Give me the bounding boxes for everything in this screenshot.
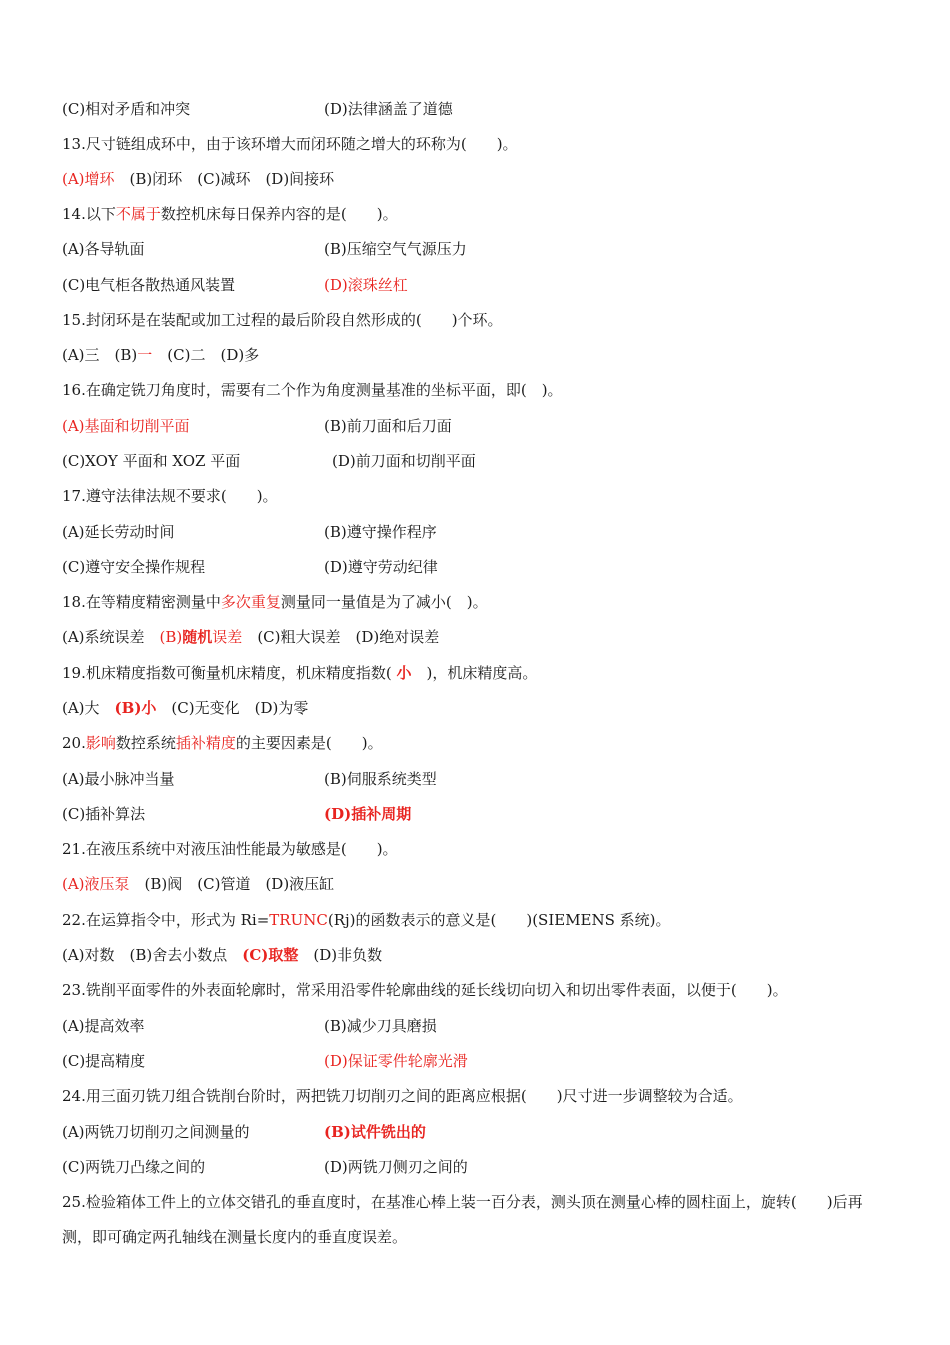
q19-option-b: (B)小 xyxy=(114,699,157,717)
q14-option-d: (D)滚珠丝杠 xyxy=(324,276,408,294)
q23-option-a: (A)提高效率 xyxy=(62,1017,145,1035)
q14-option-b: (B)压缩空气气源压力 xyxy=(324,240,467,258)
q20-option-b: (B)伺服系统类型 xyxy=(324,770,437,788)
q16-stem: 16.在确定铣刀角度时，需要有二个作为角度测量基准的坐标平面，即( )。 xyxy=(62,381,563,399)
q16-option-d: (D)前刀面和切削平面 xyxy=(332,452,476,470)
q22-option-c: (C)取整 xyxy=(242,946,299,964)
q22-stem xyxy=(62,909,671,931)
q23-option-b: (B)减少刀具磨损 xyxy=(324,1017,437,1035)
q23-option-c: (C)提高精度 xyxy=(62,1052,146,1070)
q20-stem-pre: 20. xyxy=(62,734,86,752)
q14-option-c: (C)电气柜各散热通风装置 xyxy=(62,276,236,294)
q19-stem-post: )，机床精度高。 xyxy=(411,664,538,682)
q18-options xyxy=(62,626,439,648)
q21-option-bcd: (B)阀 (C)管道 (D)液压缸 xyxy=(129,875,335,893)
q15-option-cd: (C)二 (D)多 xyxy=(152,346,260,364)
q24-stem: 24.用三面刃铣刀组合铣削台阶时，两把铣刀切削刃之间的距离应根据( )尺寸进一步调整较为合适。 xyxy=(62,1087,743,1105)
q23-stem: 23.铣削平面零件的外表面轮廓时，常采用沿零件轮廓曲线的延长线切向切入和切出零件表面，以便于( )。 xyxy=(62,981,788,999)
q22-stem-pre: 22.在运算指令中，形式为 Ri= xyxy=(62,911,270,929)
q18-stem-post: 测量同一量值是为了减小( )。 xyxy=(280,593,488,611)
q15-stem: 15.封闭环是在装配或加工过程的最后阶段自然形成的( )个环。 xyxy=(62,311,503,329)
q19-option-a: (A)大 xyxy=(62,699,115,717)
q19-stem-pre: 19.机床精度指数可衡量机床精度，机床精度指数( xyxy=(62,664,392,682)
q20-option-a: (A)最小脉冲当量 xyxy=(62,770,175,788)
q17-option-a: (A)延长劳动时间 xyxy=(62,523,175,541)
q15-option-a: (A)三 xyxy=(62,346,115,364)
q18-stem-pre: 18.在等精度精密测量中 xyxy=(62,593,221,611)
q22-options xyxy=(62,944,382,966)
q18-stem-highlight: 多次重复 xyxy=(220,593,281,611)
q23-option-d: (D)保证零件轮廓光滑 xyxy=(324,1052,468,1070)
q20-stem xyxy=(62,732,383,754)
q12-options-row-2 xyxy=(62,98,190,120)
q17-option-c: (C)遵守安全操作规程 xyxy=(62,558,206,576)
q20-option-c: (C)插补算法 xyxy=(62,805,146,823)
q13-stem: 13.尺寸链组成环中，由于该环增大而闭环随之增大的环称为( )。 xyxy=(62,135,518,153)
q20-option-d: (D)插补周期 xyxy=(324,805,412,823)
q15-option-b-answer: 一 xyxy=(137,346,153,364)
q20-stem-mid: 数控系统 xyxy=(115,734,176,752)
q21-stem: 21.在液压系统中对液压油性能最为敏感是( )。 xyxy=(62,840,398,858)
q14-stem-post: 数控机床每日保养内容的是( )。 xyxy=(160,205,398,223)
q18-option-b-prefix: (B) xyxy=(159,628,183,646)
q19-stem xyxy=(62,662,537,684)
q24-option-d: (D)两铣刀侧刃之间的 xyxy=(324,1158,468,1176)
q21-options xyxy=(62,873,334,895)
q22-stem-post: (Rj)的函数表示的意义是( )(SIEMENS 系统)。 xyxy=(327,911,671,929)
q16-option-b: (B)前刀面和后刀面 xyxy=(324,417,452,435)
q20-stem-highlight-2: 插补精度 xyxy=(175,734,236,752)
q19-option-cd: (C)无变化 (D)为零 xyxy=(156,699,309,717)
q13-option-a: (A)增环 xyxy=(62,170,115,188)
q12-option-d: (D)法律涵盖了道德 xyxy=(324,100,453,118)
q24-option-c: (C)两铣刀凸缘之间的 xyxy=(62,1158,206,1176)
q24-option-b: (B)试件铣出的 xyxy=(324,1123,426,1141)
q18-option-b-suffix: 误差 xyxy=(212,628,243,646)
q22-stem-highlight: TRUNC xyxy=(269,911,328,929)
q20-stem-post: 的主要因素是( )。 xyxy=(235,734,383,752)
q14-stem-pre: 14.以下 xyxy=(62,205,116,223)
q17-stem: 17.遵守法律法规不要求( )。 xyxy=(62,487,278,505)
q17-option-b: (B)遵守操作程序 xyxy=(324,523,437,541)
q15-options xyxy=(62,344,259,366)
q22-option-ab: (A)对数 (B)舍去小数点 xyxy=(62,946,243,964)
q21-option-a: (A)液压泵 xyxy=(62,875,130,893)
q19-options xyxy=(62,697,308,719)
q17-option-d: (D)遵守劳动纪律 xyxy=(324,558,438,576)
q25-stem: 25.检验箱体工件上的立体交错孔的垂直度时，在基准心棒上装一百分表，测头顶在测量心棒的圆柱面上，旋转( )后再测，即可确定两孔轴线在测量长度内的垂直度误差。 xyxy=(62,1193,863,1246)
q13-options xyxy=(62,168,334,190)
q14-option-a: (A)各导轨面 xyxy=(62,240,145,258)
q15-option-b-prefix: (B) xyxy=(114,346,138,364)
q18-option-cd: (C)粗大误差 (D)绝对误差 xyxy=(242,628,440,646)
q18-stem xyxy=(62,591,488,613)
q19-stem-answer: 小 xyxy=(396,664,412,682)
q18-option-b-bold: 随机 xyxy=(182,628,213,646)
q16-option-a: (A)基面和切削平面 xyxy=(62,417,190,435)
q14-stem xyxy=(62,203,398,225)
q18-option-a: (A)系统误差 xyxy=(62,628,160,646)
q12-option-c: (C)相对矛盾和冲突 xyxy=(62,100,191,118)
q20-stem-highlight-1: 影响 xyxy=(85,734,116,752)
q14-stem-highlight: 不属于 xyxy=(115,205,161,223)
q24-option-a: (A)两铣刀切削刃之间测量的 xyxy=(62,1123,250,1141)
q16-option-c: (C)XOY 平面和 XOZ 平面 xyxy=(62,452,241,470)
q22-option-d: (D)非负数 xyxy=(298,946,383,964)
q13-option-bcd: (B)闭环 (C)减环 (D)间接环 xyxy=(114,170,335,188)
